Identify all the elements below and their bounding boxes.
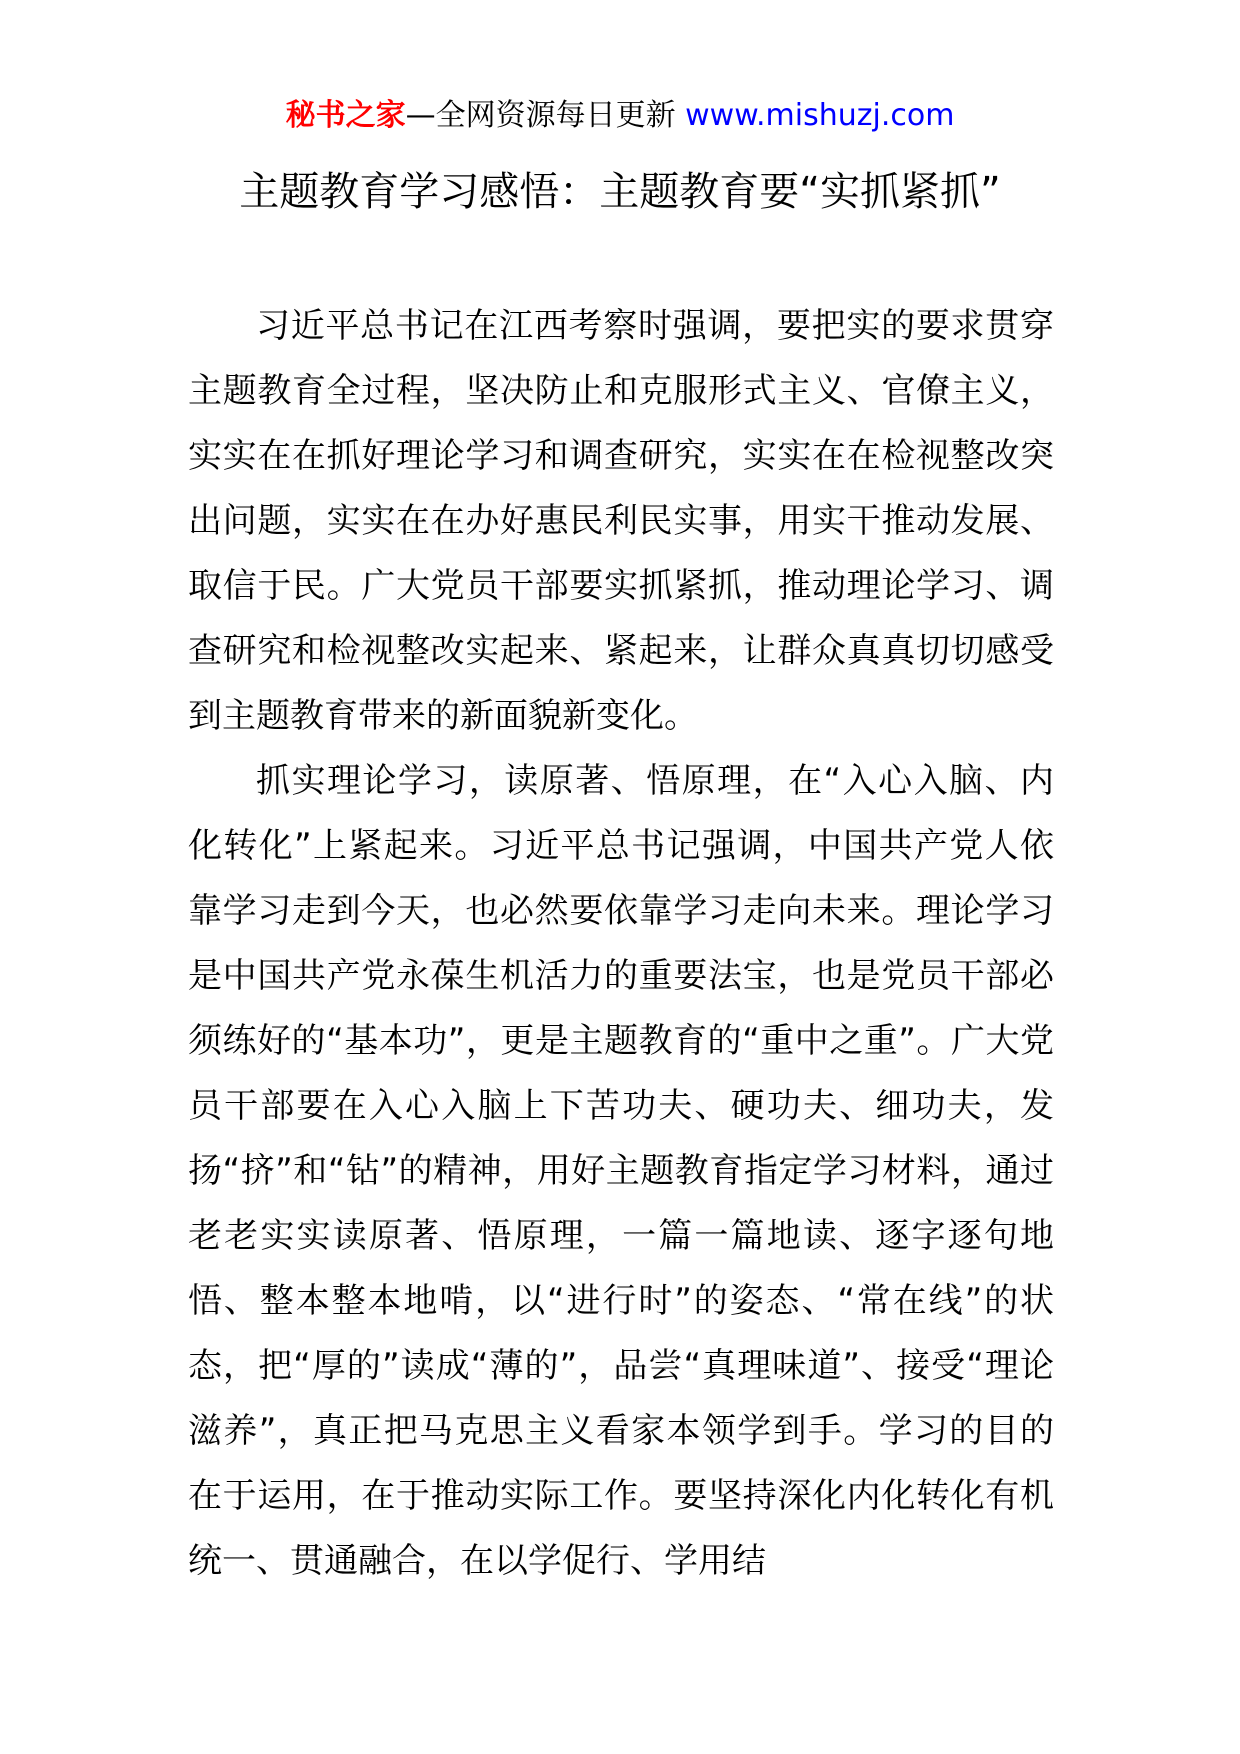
brand-name: 秘书之家 xyxy=(285,98,406,133)
paragraph: 抓实理论学习，读原著、悟原理，在“入心入脑、内化转化”上紧起来。习近平总书记强调，中国共产党人依靠学习走到今天，也必然要依靠学习走向未来。理论学习是中国共产党永葆生机活力的重要法宝，也是党员干部必须练好的“基本功”，更是主题教育的“重中之重”。广大党员干部要在入心入脑上下苦功夫、硬功夫、细功夫，发扬“挤”和“钻”的精神，用好主题教育指定学习材料，通过老老实实读原著、悟原理，一篇一篇地读、逐字逐句地悟、整本整本地啃，以“进行时”的姿态、“常在线”的状态，把“厚的”读成“薄的”，品尝“真理味道”、接受“理论滋养”，真正把马克思主义看家本领学到手。学习的目的在于运用，在于推动实际工作。要坚持深化内化转化有机统一、贯通融合，在以学促行、学用结 xyxy=(188,761,1054,1581)
site-tagline: —全网资源每日更新 xyxy=(405,98,676,133)
article-body xyxy=(188,294,1054,1594)
site-url-link[interactable]: www.mishuzj.com xyxy=(685,98,955,133)
page-title: 主题教育学习感悟：主题教育要“实抓紧抓” xyxy=(239,169,1001,215)
site-header xyxy=(0,96,1240,136)
paragraph: 习近平总书记在江西考察时强调，要把实的要求贯穿主题教育全过程，坚决防止和克服形式主义、官僚主义，实实在在抓好理论学习和调查研究，实实在在检视整改突出问题，实实在在办好惠民利民实事，用实干推动发展、取信于民。广大党员干部要实抓紧抓，推动理论学习、调查研究和检视整改实起来、紧起来，让群众真真切切感受到主题教育带来的新面貌新变化。 xyxy=(188,306,1054,736)
